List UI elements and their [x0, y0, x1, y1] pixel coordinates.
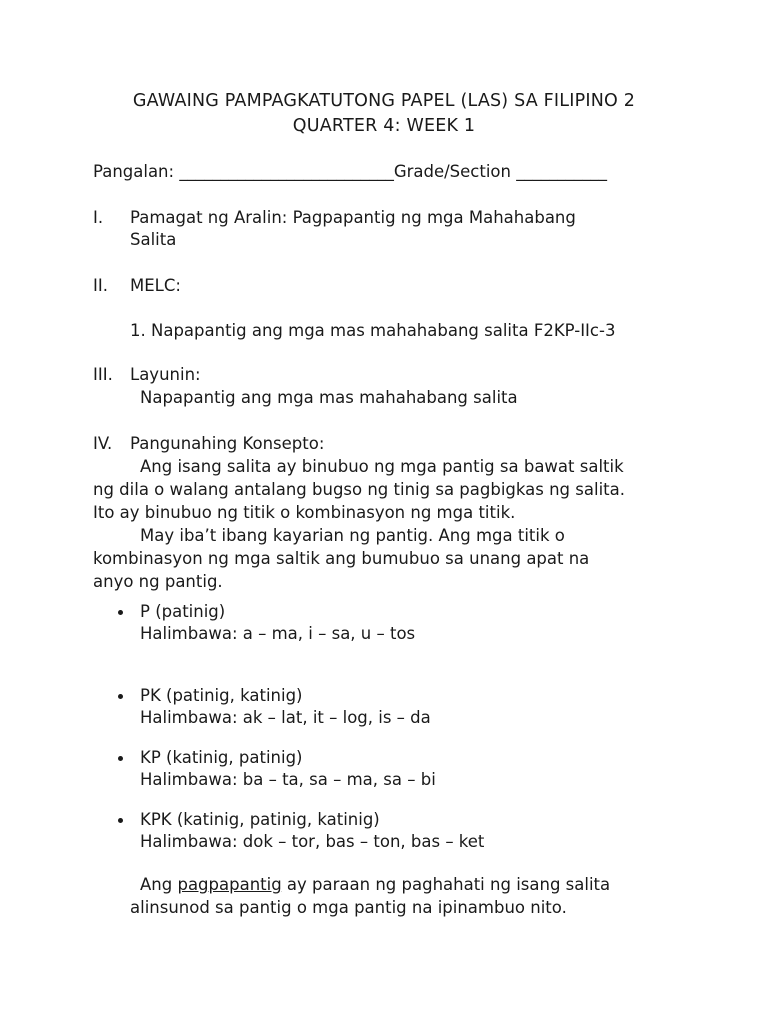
bullet-1-example: Halimbawa: a – ma, i – sa, u – tos	[140, 624, 416, 643]
concept-paragraph1-line2: ng dila o walang antalang bugso ng tinig sa pagbigkas ng salita.	[93, 480, 625, 499]
bullet-2-example: Halimbawa: ak – lat, it – log, is – da	[140, 708, 431, 727]
objective-text: Napapantig ang mga mas mahahabang salita	[140, 388, 518, 407]
bullet-icon	[118, 694, 123, 699]
bullet-3-example: Halimbawa: ba – ta, sa – ma, sa – bi	[140, 770, 436, 789]
closing-line1	[140, 874, 610, 896]
section-1-title-line1: Pamagat ng Aralin: Pagpapantig ng mga Mahahabang	[130, 208, 576, 227]
section-4-numeral: IV.	[93, 434, 113, 453]
section-3-label: Layunin:	[130, 365, 201, 384]
name-grade-line: Pangalan: __________________________Grade/Section ___________	[93, 162, 607, 181]
closing-line2: alinsunod sa pantig o mga pantig na ipinambuo nito.	[130, 898, 567, 917]
section-3-numeral: III.	[93, 365, 113, 384]
section-2-numeral: II.	[93, 276, 108, 295]
concept-paragraph1-line3: Ito ay binubuo ng titik o kombinasyon ng mga titik.	[93, 503, 516, 522]
bullet-3-label: KP (katinig, patinig)	[140, 748, 303, 767]
concept-paragraph2-line1: May iba’t ibang kayarian ng pantig. Ang mga titik o	[140, 526, 565, 545]
underlined-term: pagpapantig	[177, 875, 282, 894]
bullet-icon	[118, 610, 123, 615]
closing-prefix: Ang	[140, 875, 178, 894]
melc-item: 1. Napapantig ang mga mas mahahabang salita F2KP-IIc-3	[130, 321, 616, 340]
document-title-line1: GAWAING PAMPAGKATUTONG PAPEL (LAS) SA FILIPINO 2	[132, 91, 636, 111]
section-4-label: Pangunahing Konsepto:	[130, 434, 325, 453]
bullet-4-example: Halimbawa: dok – tor, bas – ton, bas – ket	[140, 832, 485, 851]
bullet-1-label: P (patinig)	[140, 602, 226, 621]
concept-paragraph2-line2: kombinasyon ng mga saltik ang bumubuo sa unang apat na	[93, 549, 590, 568]
closing-suffix: ay paraan ng paghahati ng isang salita	[281, 875, 611, 894]
section-1-numeral: I.	[93, 208, 104, 227]
bullet-4-label: KPK (katinig, patinig, katinig)	[140, 810, 380, 829]
concept-paragraph2-line3: anyo ng pantig.	[93, 572, 223, 591]
concept-paragraph1-line1: Ang isang salita ay binubuo ng mga pantig sa bawat saltik	[140, 457, 624, 476]
bullet-2-label: PK (patinig, katinig)	[140, 686, 303, 705]
bullet-icon	[118, 756, 123, 761]
section-2-label: MELC:	[130, 276, 181, 295]
bullet-icon	[118, 818, 123, 823]
document-title-line2: QUARTER 4: WEEK 1	[292, 116, 476, 136]
section-1-title-line2: Salita	[130, 230, 177, 249]
